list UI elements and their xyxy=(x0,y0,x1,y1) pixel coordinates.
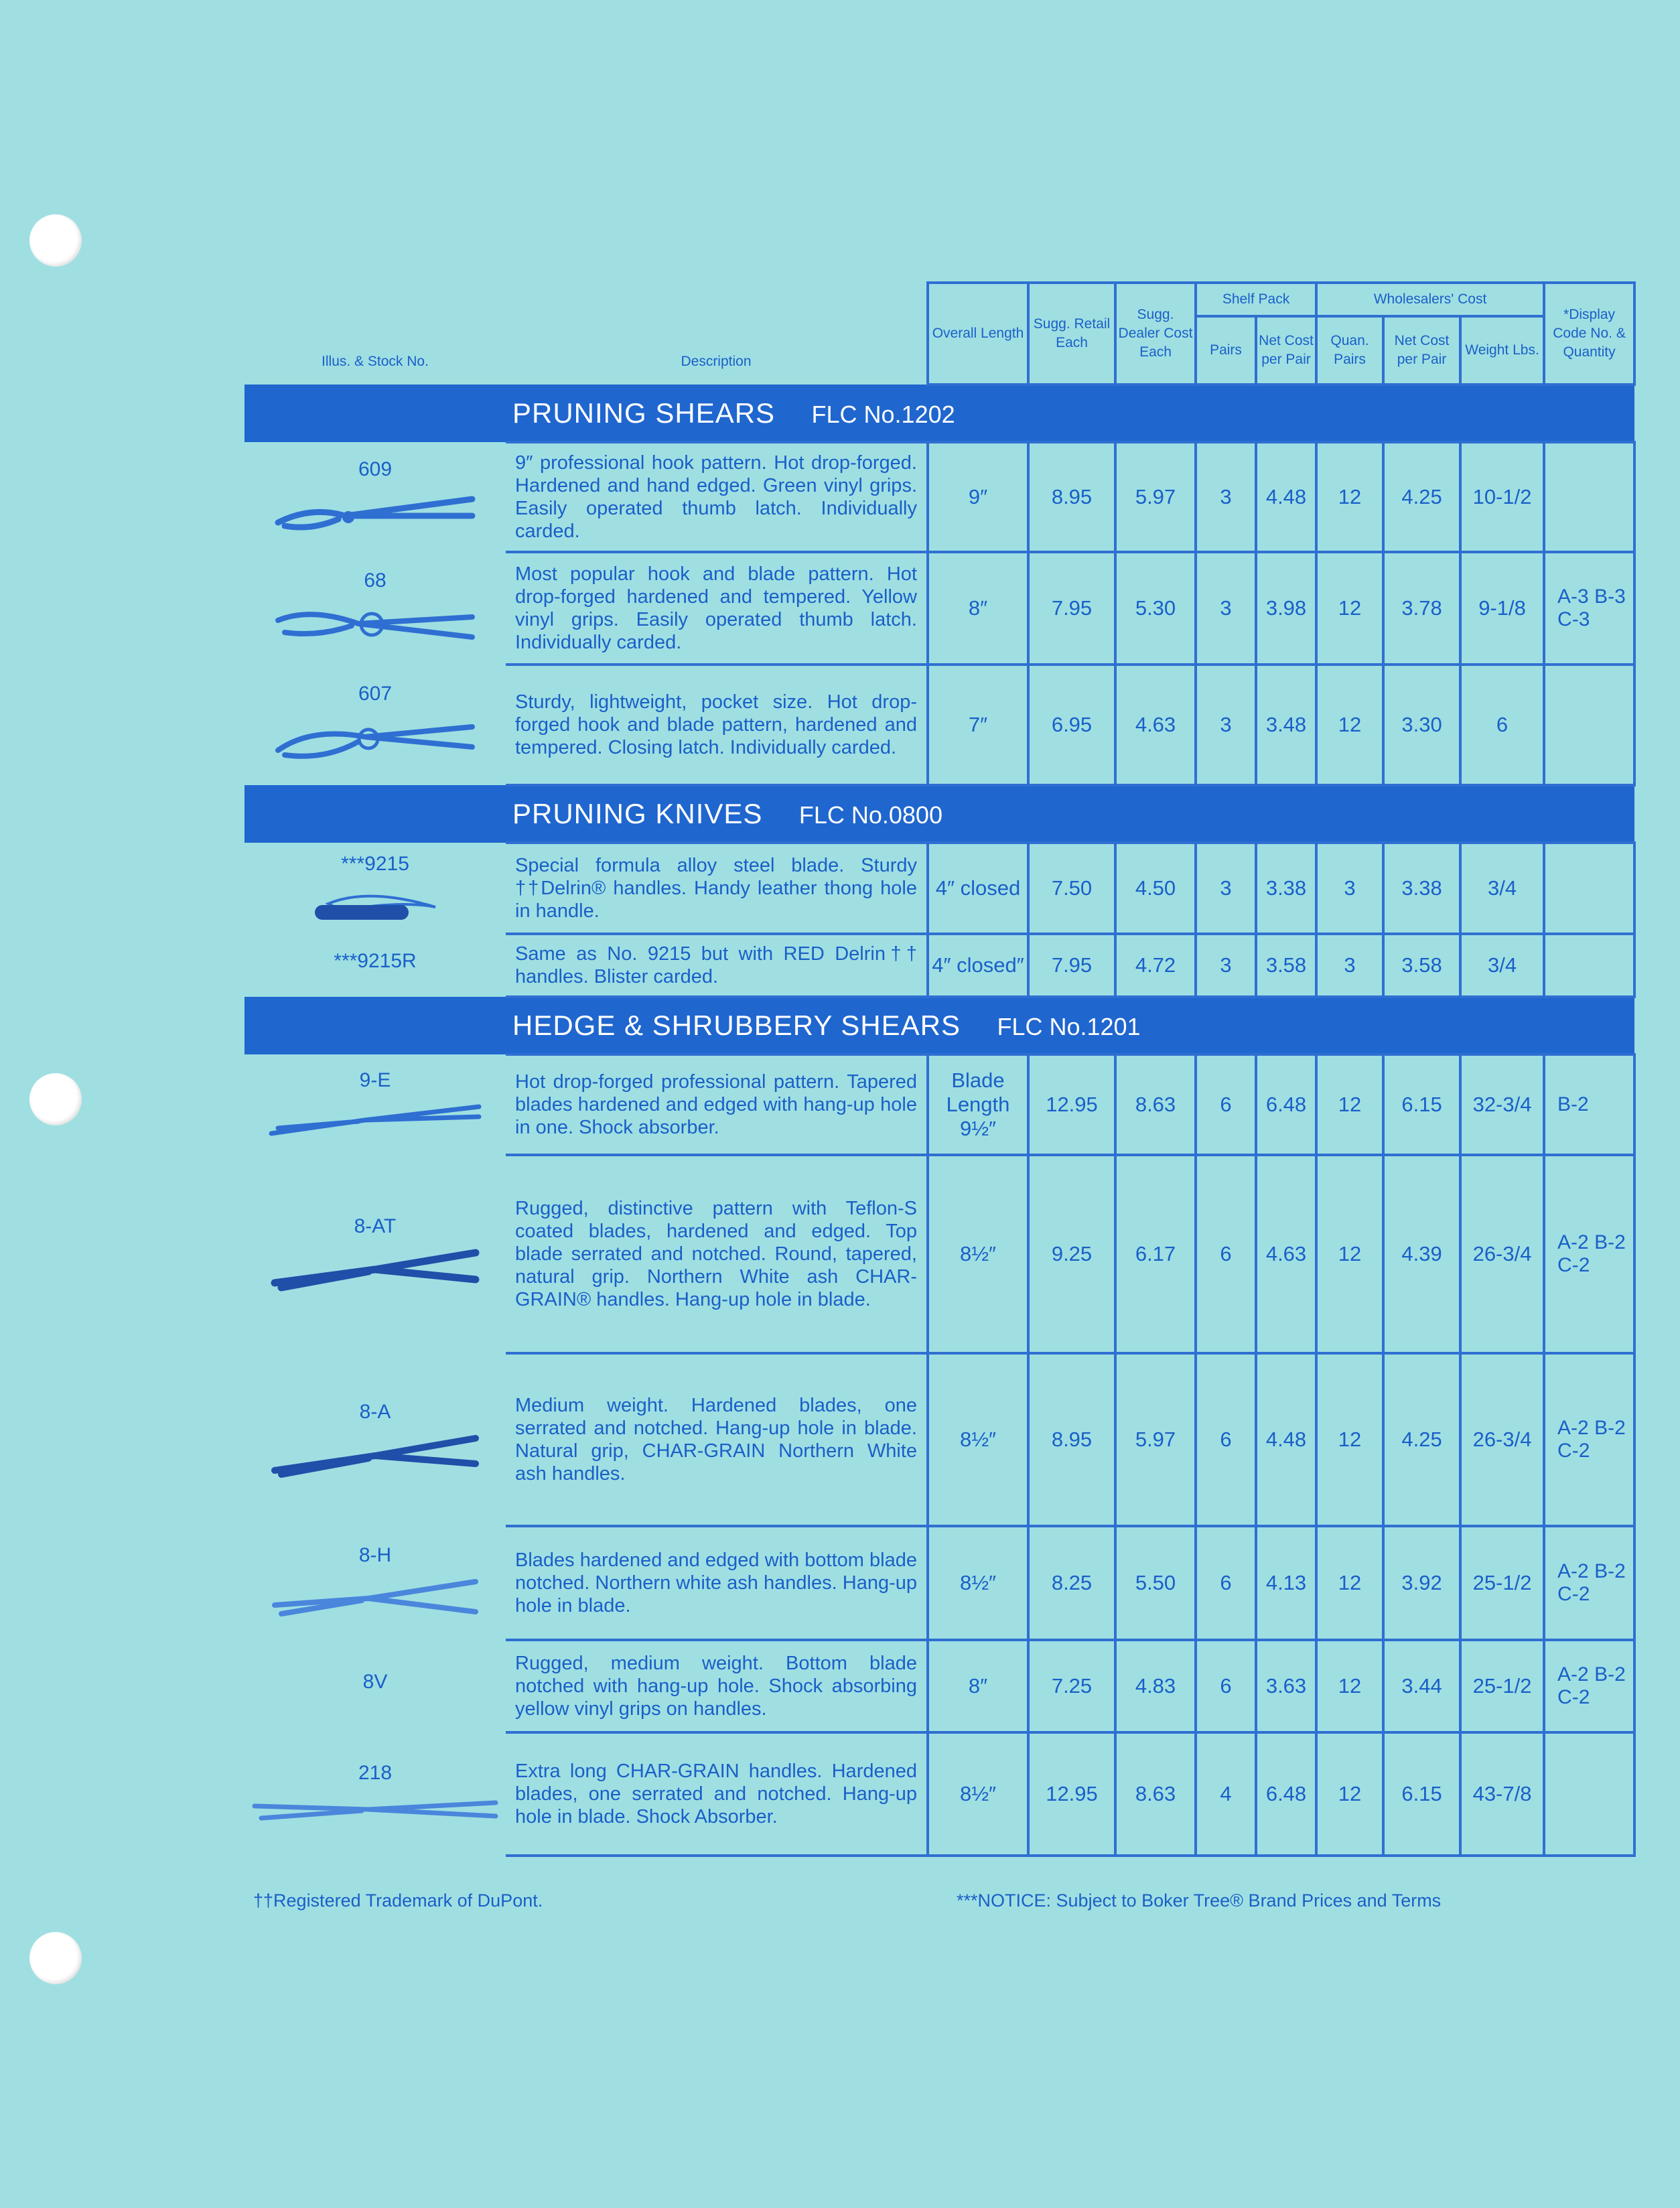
sugg-retail: 12.95 xyxy=(1028,1732,1115,1856)
hedge-shears-icon xyxy=(268,1575,482,1622)
overall-length: 8½″ xyxy=(928,1155,1028,1353)
weight: 6 xyxy=(1460,665,1544,785)
weight: 3/4 xyxy=(1460,843,1544,934)
wholesale-net-cost: 6.15 xyxy=(1383,1732,1460,1856)
shelf-net-cost: 3.98 xyxy=(1256,552,1316,665)
weight: 26-3/4 xyxy=(1460,1353,1544,1526)
notice-footnote: ***NOTICE: Subject to Boker Tree® Brand Prices and Terms xyxy=(957,1890,1442,1911)
item-illustration xyxy=(244,1155,506,1353)
display-code xyxy=(1544,1732,1634,1856)
weight: 43-7/8 xyxy=(1460,1732,1544,1856)
table-row xyxy=(244,1353,1634,1526)
overall-length: 8″ xyxy=(928,552,1028,665)
hedge-shears-icon xyxy=(268,1246,482,1293)
shelf-net-cost: 3.58 xyxy=(1256,934,1316,997)
hedge-shears-icon xyxy=(265,1100,486,1140)
quan-pairs: 12 xyxy=(1316,552,1383,665)
pruning-shears-icon xyxy=(271,489,479,536)
shelf-pairs: 3 xyxy=(1196,552,1256,665)
shelf-net-cost: 3.63 xyxy=(1256,1640,1316,1732)
sugg-retail: 7.95 xyxy=(1028,552,1115,665)
table-row xyxy=(244,552,1634,665)
sugg-dealer: 8.63 xyxy=(1115,1732,1196,1856)
display-code: A-2 B-2 C-2 xyxy=(1544,1155,1634,1353)
shelf-pairs: 3 xyxy=(1196,843,1256,934)
shelf-net-cost: 3.38 xyxy=(1256,843,1316,934)
shelf-pairs: 6 xyxy=(1196,1155,1256,1353)
item-description: Special formula alloy steel blade. Sturdy ††Delrin® handles. Handy leather thong hole in handle. xyxy=(506,843,928,934)
weight: 26-3/4 xyxy=(1460,1155,1544,1353)
table-row xyxy=(244,665,1634,785)
sugg-dealer: 4.83 xyxy=(1115,1640,1196,1732)
sugg-dealer: 4.63 xyxy=(1115,665,1196,785)
overall-length: 9″ xyxy=(928,442,1028,552)
overall-length: 4″ closed xyxy=(928,843,1028,934)
binder-hole-bottom xyxy=(29,1932,82,1984)
stock-number: ***9215R xyxy=(334,950,417,972)
quan-pairs: 12 xyxy=(1316,1732,1383,1856)
display-code: A-2 B-2 C-2 xyxy=(1544,1353,1634,1526)
overall-length: Blade Length 9½″ xyxy=(928,1054,1028,1155)
shelf-pairs: 6 xyxy=(1196,1640,1256,1732)
display-code xyxy=(1544,843,1634,934)
shelf-net-cost: 6.48 xyxy=(1256,1732,1316,1856)
header-display-code: *Display Code No. & Quantity xyxy=(1544,283,1634,385)
sugg-dealer: 6.17 xyxy=(1115,1155,1196,1353)
shelf-pairs: 3 xyxy=(1196,442,1256,552)
table-row xyxy=(244,1526,1634,1640)
sugg-retail: 7.50 xyxy=(1028,843,1115,934)
item-description: Hot drop-forged professional pattern. Tapered blades hardened and edged with hang-up hole in one. Shock absorber. xyxy=(506,1054,928,1155)
stock-number: 9-E xyxy=(359,1069,391,1091)
quan-pairs: 3 xyxy=(1316,843,1383,934)
section-pruning-knives xyxy=(244,785,1634,843)
item-description: Rugged, medium weight. Bottom blade notched with hang-up hole. Shock absorbing yellow vinyl grips on handles. xyxy=(506,1640,928,1732)
item-illustration xyxy=(244,1054,506,1155)
stock-number: 8-AT xyxy=(354,1215,397,1237)
sugg-dealer: 5.30 xyxy=(1115,552,1196,665)
header-overall-length: Overall Length xyxy=(928,283,1028,385)
item-illustration xyxy=(244,1640,506,1732)
table-row xyxy=(244,1640,1634,1732)
item-description: Most popular hook and blade pattern. Hot drop-forged hardened and tempered. Yellow vinyl grips. Easily operated thumb latch. Individually carded. xyxy=(506,552,928,665)
wholesale-net-cost: 3.44 xyxy=(1383,1640,1460,1732)
sugg-retail: 12.95 xyxy=(1028,1054,1115,1155)
stock-number: 607 xyxy=(358,683,393,705)
pruning-shears-icon xyxy=(271,600,479,647)
quan-pairs: 12 xyxy=(1316,1526,1383,1640)
weight: 25-1/2 xyxy=(1460,1640,1544,1732)
binder-hole-middle xyxy=(29,1073,82,1125)
sugg-dealer: 5.97 xyxy=(1115,1353,1196,1526)
pruning-shears-icon xyxy=(271,713,479,767)
section-title: HEDGE & SHRUBBERY SHEARS xyxy=(512,1010,961,1041)
weight: 32-3/4 xyxy=(1460,1054,1544,1155)
shelf-net-cost: 4.63 xyxy=(1256,1155,1316,1353)
quan-pairs: 12 xyxy=(1316,1640,1383,1732)
stock-number: 68 xyxy=(364,569,387,592)
hedge-shears-icon xyxy=(268,1432,482,1478)
header-pairs: Pairs xyxy=(1196,316,1256,385)
table-row xyxy=(244,1054,1634,1155)
header-net-cost-wholesale: Net Cost per Pair xyxy=(1383,316,1460,385)
sugg-retail: 7.95 xyxy=(1028,934,1115,997)
table-row xyxy=(244,843,1634,934)
table-row xyxy=(244,1155,1634,1353)
section-flc: FLC No.0800 xyxy=(798,801,942,829)
stock-number: ***9215 xyxy=(341,853,409,875)
shelf-net-cost: 4.48 xyxy=(1256,442,1316,552)
shelf-net-cost: 4.13 xyxy=(1256,1526,1316,1640)
quan-pairs: 12 xyxy=(1316,1353,1383,1526)
shelf-pairs: 3 xyxy=(1196,665,1256,785)
quan-pairs: 12 xyxy=(1316,442,1383,552)
quan-pairs: 12 xyxy=(1316,1054,1383,1155)
sugg-retail: 8.95 xyxy=(1028,1353,1115,1526)
shelf-pairs: 6 xyxy=(1196,1353,1256,1526)
table-row xyxy=(244,934,1634,997)
section-flc: FLC No.1201 xyxy=(997,1013,1141,1040)
header-shelf-pack: Shelf Pack xyxy=(1196,283,1316,316)
pruning-knife-icon xyxy=(301,884,449,924)
weight: 10-1/2 xyxy=(1460,442,1544,552)
wholesale-net-cost: 3.92 xyxy=(1383,1526,1460,1640)
header-sugg-dealer: Sugg. Dealer Cost Each xyxy=(1115,283,1196,385)
wholesale-net-cost: 3.38 xyxy=(1383,843,1460,934)
wholesale-net-cost: 3.78 xyxy=(1383,552,1460,665)
sugg-retail: 8.25 xyxy=(1028,1526,1115,1640)
wholesale-net-cost: 6.15 xyxy=(1383,1054,1460,1155)
weight: 9-1/8 xyxy=(1460,552,1544,665)
section-title: PRUNING KNIVES xyxy=(512,798,763,829)
display-code xyxy=(1544,442,1634,552)
hedge-shears-icon xyxy=(248,1793,502,1826)
display-code xyxy=(1544,934,1634,997)
item-illustration xyxy=(244,442,506,552)
shelf-net-cost: 6.48 xyxy=(1256,1054,1316,1155)
item-illustration xyxy=(244,1526,506,1640)
wholesale-net-cost: 4.25 xyxy=(1383,1353,1460,1526)
weight: 3/4 xyxy=(1460,934,1544,997)
header-illus-stock: Illus. & Stock No. xyxy=(322,354,429,369)
table-row xyxy=(244,1732,1634,1856)
stock-number: 609 xyxy=(358,458,393,480)
shelf-net-cost: 3.48 xyxy=(1256,665,1316,785)
header-description: Description xyxy=(681,354,752,369)
stock-number: 218 xyxy=(358,1762,393,1784)
overall-length: 8½″ xyxy=(928,1732,1028,1856)
item-illustration xyxy=(244,665,506,785)
header-net-cost: Net Cost per Pair xyxy=(1256,316,1316,385)
wholesale-net-cost: 4.25 xyxy=(1383,442,1460,552)
catalog-table xyxy=(244,281,1634,1857)
sugg-dealer: 4.72 xyxy=(1115,934,1196,997)
display-code: A-3 B-3 C-3 xyxy=(1544,552,1634,665)
sugg-retail: 6.95 xyxy=(1028,665,1115,785)
sugg-dealer: 5.97 xyxy=(1115,442,1196,552)
shelf-pairs: 6 xyxy=(1196,1526,1256,1640)
item-description: Sturdy, lightweight, pocket size. Hot drop-forged hook and blade pattern, hardened and tempered. Closing latch. Individually carded. xyxy=(506,665,928,785)
display-code: B-2 xyxy=(1544,1054,1634,1155)
section-title: PRUNING SHEARS xyxy=(512,397,776,429)
header-weight: Weight Lbs. xyxy=(1460,316,1544,385)
item-illustration xyxy=(244,1353,506,1526)
binder-hole-top xyxy=(29,214,82,267)
header-quan-pairs: Quan. Pairs xyxy=(1316,316,1383,385)
sugg-retail: 9.25 xyxy=(1028,1155,1115,1353)
stock-number: 8-H xyxy=(358,1544,392,1566)
item-description: Medium weight. Hardened blades, one serrated and notched. Hang-up hole in blade. Natural grip, CHAR-GRAIN Northern White ash handles. xyxy=(506,1353,928,1526)
quan-pairs: 12 xyxy=(1316,1155,1383,1353)
overall-length: 8½″ xyxy=(928,1526,1028,1640)
shelf-pairs: 4 xyxy=(1196,1732,1256,1856)
header-sugg-retail: Sugg. Retail Each xyxy=(1028,283,1115,385)
overall-length: 4″ closed″ xyxy=(928,934,1028,997)
section-hedge-shears xyxy=(244,997,1634,1054)
item-illustration xyxy=(244,934,506,997)
item-description: Extra long CHAR-GRAIN handles. Hardened blades, one serrated and notched. Hang-up hole in blade. Shock Absorber. xyxy=(506,1732,928,1856)
item-illustration xyxy=(244,1732,506,1856)
wholesale-net-cost: 3.30 xyxy=(1383,665,1460,785)
overall-length: 8″ xyxy=(928,1640,1028,1732)
table-row xyxy=(244,442,1634,552)
shelf-pairs: 3 xyxy=(1196,934,1256,997)
item-illustration xyxy=(244,843,506,934)
header-wholesalers-cost: Wholesalers' Cost xyxy=(1316,283,1544,316)
quan-pairs: 12 xyxy=(1316,665,1383,785)
sugg-dealer: 4.50 xyxy=(1115,843,1196,934)
item-description: Same as No. 9215 but with RED Delrin†† handles. Blister carded. xyxy=(506,934,928,997)
shelf-net-cost: 4.48 xyxy=(1256,1353,1316,1526)
wholesale-net-cost: 4.39 xyxy=(1383,1155,1460,1353)
stock-number: 8-A xyxy=(359,1401,391,1423)
stock-number: 8V xyxy=(362,1671,388,1693)
item-description: Blades hardened and edged with bottom blade notched. Northern white ash handles. Hang-up hole in blade. xyxy=(506,1526,928,1640)
item-description: Rugged, distinctive pattern with Teflon-S coated blades, hardened and edged. Top blade serrated and notched. Round, tapered, natural grip. Northern White ash CHAR-GRAIN® handles. Hang-up hole in blade. xyxy=(506,1155,928,1353)
trademark-footnote: ††Registered Trademark of DuPont. xyxy=(253,1890,543,1911)
shelf-pairs: 6 xyxy=(1196,1054,1256,1155)
section-pruning-shears xyxy=(244,385,1634,442)
sugg-retail: 7.25 xyxy=(1028,1640,1115,1732)
display-code: A-2 B-2 C-2 xyxy=(1544,1526,1634,1640)
item-description: 9″ professional hook pattern. Hot drop-forged. Hardened and hand edged. Green vinyl grips. Easily operated thumb latch. Individually carded. xyxy=(506,442,928,552)
item-illustration xyxy=(244,552,506,665)
overall-length: 8½″ xyxy=(928,1353,1028,1526)
wholesale-net-cost: 3.58 xyxy=(1383,934,1460,997)
sugg-dealer: 5.50 xyxy=(1115,1526,1196,1640)
sugg-retail: 8.95 xyxy=(1028,442,1115,552)
weight: 25-1/2 xyxy=(1460,1526,1544,1640)
overall-length: 7″ xyxy=(928,665,1028,785)
display-code xyxy=(1544,665,1634,785)
display-code: A-2 B-2 C-2 xyxy=(1544,1640,1634,1732)
section-flc: FLC No.1202 xyxy=(811,401,955,428)
quan-pairs: 3 xyxy=(1316,934,1383,997)
sugg-dealer: 8.63 xyxy=(1115,1054,1196,1155)
